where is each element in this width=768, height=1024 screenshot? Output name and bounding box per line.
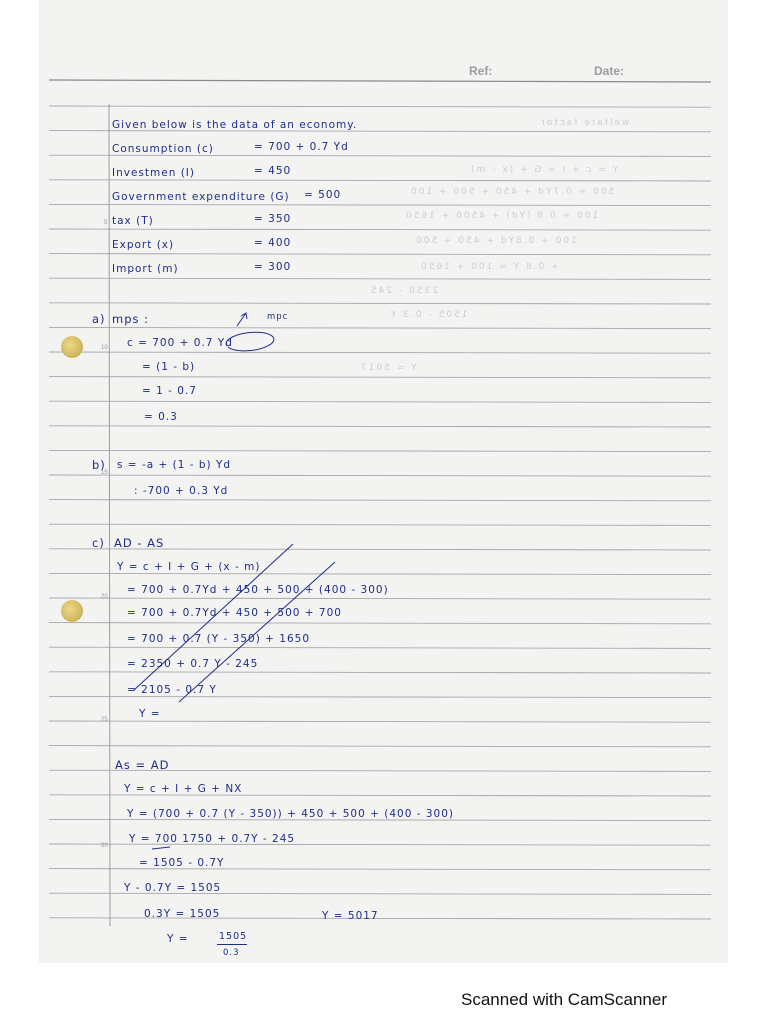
ruled-line xyxy=(49,254,711,255)
given-value: = 450 xyxy=(254,165,292,177)
ghost-text: 1505 - 0.3 Y xyxy=(389,310,468,320)
part-c-line: = 2105 - 0.7 Y xyxy=(127,684,217,696)
line-number: 20 xyxy=(101,594,108,600)
ghost-text: 500 + 0.7Yd + 450 + 500 + 100 xyxy=(409,187,615,197)
part-d-line: 0.3Y = 1505 xyxy=(144,908,221,920)
ruled-line xyxy=(49,524,711,525)
binder-hole xyxy=(61,336,83,358)
line-number: 5 xyxy=(104,220,108,226)
given-value: = 300 xyxy=(254,261,292,273)
ruled-line xyxy=(49,500,711,501)
part-a-line: = 0.3 xyxy=(144,411,178,423)
mpc-arrow xyxy=(237,313,246,326)
ruled-line xyxy=(49,475,711,476)
ghost-text: + 0.8 Y = 100 + 1650 xyxy=(419,262,559,272)
ghost-text: 100 + 0.8Yd + 450 + 500 xyxy=(414,236,577,246)
ruled-line xyxy=(49,647,711,648)
binder-hole xyxy=(61,600,83,622)
part-c-line: = 700 + 0.7Yd + 450 + 500 + (400 - 300) xyxy=(127,584,389,596)
part-b-line: : -700 + 0.3 Yd xyxy=(134,485,229,497)
given-value: = 700 + 0.7 Yd xyxy=(254,141,349,153)
mpc-annotation: mpc xyxy=(267,312,289,322)
ruled-line xyxy=(49,106,711,107)
part-d-line: = 1505 - 0.7Y xyxy=(139,857,225,869)
part-a-line: = 1 - 0.7 xyxy=(142,385,197,397)
ruled-line xyxy=(49,229,711,230)
date-label: Date: xyxy=(594,64,625,78)
part-c-heading: AD - AS xyxy=(114,536,165,550)
part-a-heading: mps : xyxy=(112,312,150,326)
given-value: = 400 xyxy=(254,237,292,249)
ghost-text: 100 + 0.8 (Yd) + 4500 + 1650 xyxy=(404,211,599,221)
part-a-line: = (1 - b) xyxy=(142,361,196,373)
line-number: 10 xyxy=(101,345,108,351)
line-number: 25 xyxy=(101,717,108,723)
part-d-line: Y = c + I + G + NX xyxy=(124,783,243,795)
part-b-line: s = -a + (1 - b) Yd xyxy=(117,459,232,471)
given-label: Import (m) xyxy=(112,263,179,275)
margin-line xyxy=(109,104,110,926)
given-label: Government expenditure (G) xyxy=(112,191,290,203)
ruled-line xyxy=(49,598,711,599)
part-c-line: = 700 + 0.7Yd + 450 + 500 + 700 xyxy=(127,607,342,619)
ruled-line xyxy=(49,623,711,624)
part-d-heading: As = AD xyxy=(115,758,170,772)
fraction-denominator: 0.3 xyxy=(223,948,240,958)
given-value: = 500 xyxy=(304,189,342,201)
part-b-label: b) xyxy=(92,458,106,472)
ruled-line xyxy=(49,278,711,279)
ruled-line xyxy=(49,352,711,353)
part-d-line: Y = 700 1750 + 0.7Y - 245 xyxy=(129,833,296,845)
header-rule xyxy=(49,80,711,82)
given-label: tax (T) xyxy=(112,215,154,227)
ruled-line xyxy=(49,327,711,328)
ghost-text: welfare factor xyxy=(539,118,630,128)
scanned-page xyxy=(39,0,728,963)
given-label: Export (x) xyxy=(112,239,175,251)
line-number: 30 xyxy=(101,843,108,849)
given-value: = 350 xyxy=(254,213,292,225)
ruled-line xyxy=(49,450,711,451)
ruled-line xyxy=(49,401,711,402)
line-number: 15 xyxy=(101,470,108,476)
part-d-result: Y = 5017 xyxy=(322,910,379,922)
part-c-line: = 2350 + 0.7 Y - 245 xyxy=(127,658,259,670)
part-d-line: Y - 0.7Y = 1505 xyxy=(124,882,222,894)
mpc-circle xyxy=(226,332,274,351)
part-d-line: Y = (700 + 0.7 (Y - 350)) + 450 + 500 + (400 - 300) xyxy=(127,808,454,820)
ghost-text: Y = 5017 xyxy=(359,363,417,373)
fraction-numerator: 1505 xyxy=(219,931,248,942)
scanner-watermark: Scanned with CamScanner xyxy=(461,990,668,1009)
ruled-line xyxy=(49,426,711,427)
ruled-line xyxy=(49,746,711,747)
part-c-label: c) xyxy=(92,536,105,550)
ruled-line xyxy=(49,721,711,722)
part-d-line: Y = xyxy=(167,933,189,945)
part-c-line: Y = c + I + G + (x - m) xyxy=(117,561,261,573)
ruled-line xyxy=(49,303,711,304)
strike-700 xyxy=(152,847,170,849)
ruled-line xyxy=(49,672,711,673)
ghost-text: 2350 - 245 xyxy=(369,286,439,296)
ruled-line xyxy=(49,377,711,378)
part-c-line: = 700 + 0.7 (Y - 350) + 1650 xyxy=(127,633,310,645)
given-label: Investmen (I) xyxy=(112,167,195,179)
given-label: Consumption (c) xyxy=(112,143,214,155)
ghost-text: Y = c + I + G + (x - m) xyxy=(469,165,619,175)
part-a-label: a) xyxy=(92,312,106,326)
ruled-line xyxy=(49,204,711,205)
given-intro: Given below is the data of an economy. xyxy=(112,119,358,131)
ref-label: Ref: xyxy=(469,64,493,78)
fraction-bar xyxy=(217,944,247,945)
part-c-line: Y = xyxy=(139,708,161,720)
part-a-line: c = 700 + 0.7 Yd xyxy=(127,337,233,349)
